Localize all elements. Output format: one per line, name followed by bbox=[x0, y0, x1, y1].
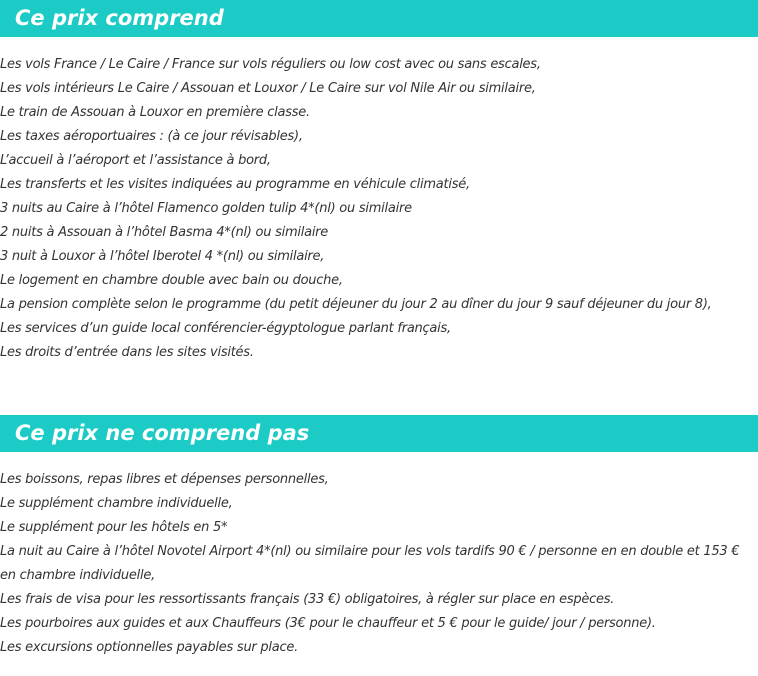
excluded-items-list bbox=[0, 468, 752, 660]
list-item: Les transferts et les visites indiquées au programme en véhicule climatisé, bbox=[0, 177, 470, 192]
list-item: Les taxes aéroportuaires : (à ce jour révisables), bbox=[0, 129, 303, 144]
excluded-section-title: Ce prix ne comprend pas bbox=[0, 415, 758, 452]
list-item: L’accueil à l’aéroport et l’assistance à bord, bbox=[0, 153, 271, 168]
list-item: Les droits d’entrée dans les sites visités. bbox=[0, 345, 254, 360]
list-item: Les services d’un guide local conférencier-égyptologue parlant français, bbox=[0, 321, 451, 336]
list-item: Les boissons, repas libres et dépenses personnelles, bbox=[0, 472, 329, 487]
list-item: Les vols France / Le Caire / France sur vols réguliers ou low cost avec ou sans escales, bbox=[0, 57, 541, 72]
list-item: 3 nuit à Louxor à l’hôtel Iberotel 4 *(nl) ou similaire, bbox=[0, 249, 325, 264]
list-item: La nuit au Caire à l’hôtel Novotel Airport 4*(nl) ou similaire pour les vols tardifs 90 € / personne en en double et 153 € en chambre individuelle, bbox=[0, 544, 740, 583]
list-item: Le train de Assouan à Louxor en première classe. bbox=[0, 105, 310, 120]
list-item: Les pourboires aux guides et aux Chauffeurs (3€ pour le chauffeur et 5 € pour le guide/ jour / personne). bbox=[0, 616, 656, 631]
list-item: 3 nuits au Caire à l’hôtel Flamenco golden tulip 4*(nl) ou similaire bbox=[0, 201, 412, 216]
list-item: La pension complète selon le programme (du petit déjeuner du jour 2 au dîner du jour 9 sauf déjeuner du jour 8), bbox=[0, 297, 712, 312]
list-item: Le supplément pour les hôtels en 5* bbox=[0, 520, 228, 535]
list-item: Les frais de visa pour les ressortissants français (33 €) obligatoires, à régler sur place en espèces. bbox=[0, 592, 615, 607]
list-item: Les vols intérieurs Le Caire / Assouan et Louxor / Le Caire sur vol Nile Air ou similaire, bbox=[0, 81, 536, 96]
included-section-title: Ce prix comprend bbox=[0, 0, 758, 37]
list-item: Le supplément chambre individuelle, bbox=[0, 496, 233, 511]
included-items-list bbox=[0, 53, 752, 365]
list-item: Les excursions optionnelles payables sur place. bbox=[0, 640, 299, 655]
list-item: 2 nuits à Assouan à l’hôtel Basma 4*(nl) ou similaire bbox=[0, 225, 329, 240]
list-item: Le logement en chambre double avec bain ou douche, bbox=[0, 273, 343, 288]
